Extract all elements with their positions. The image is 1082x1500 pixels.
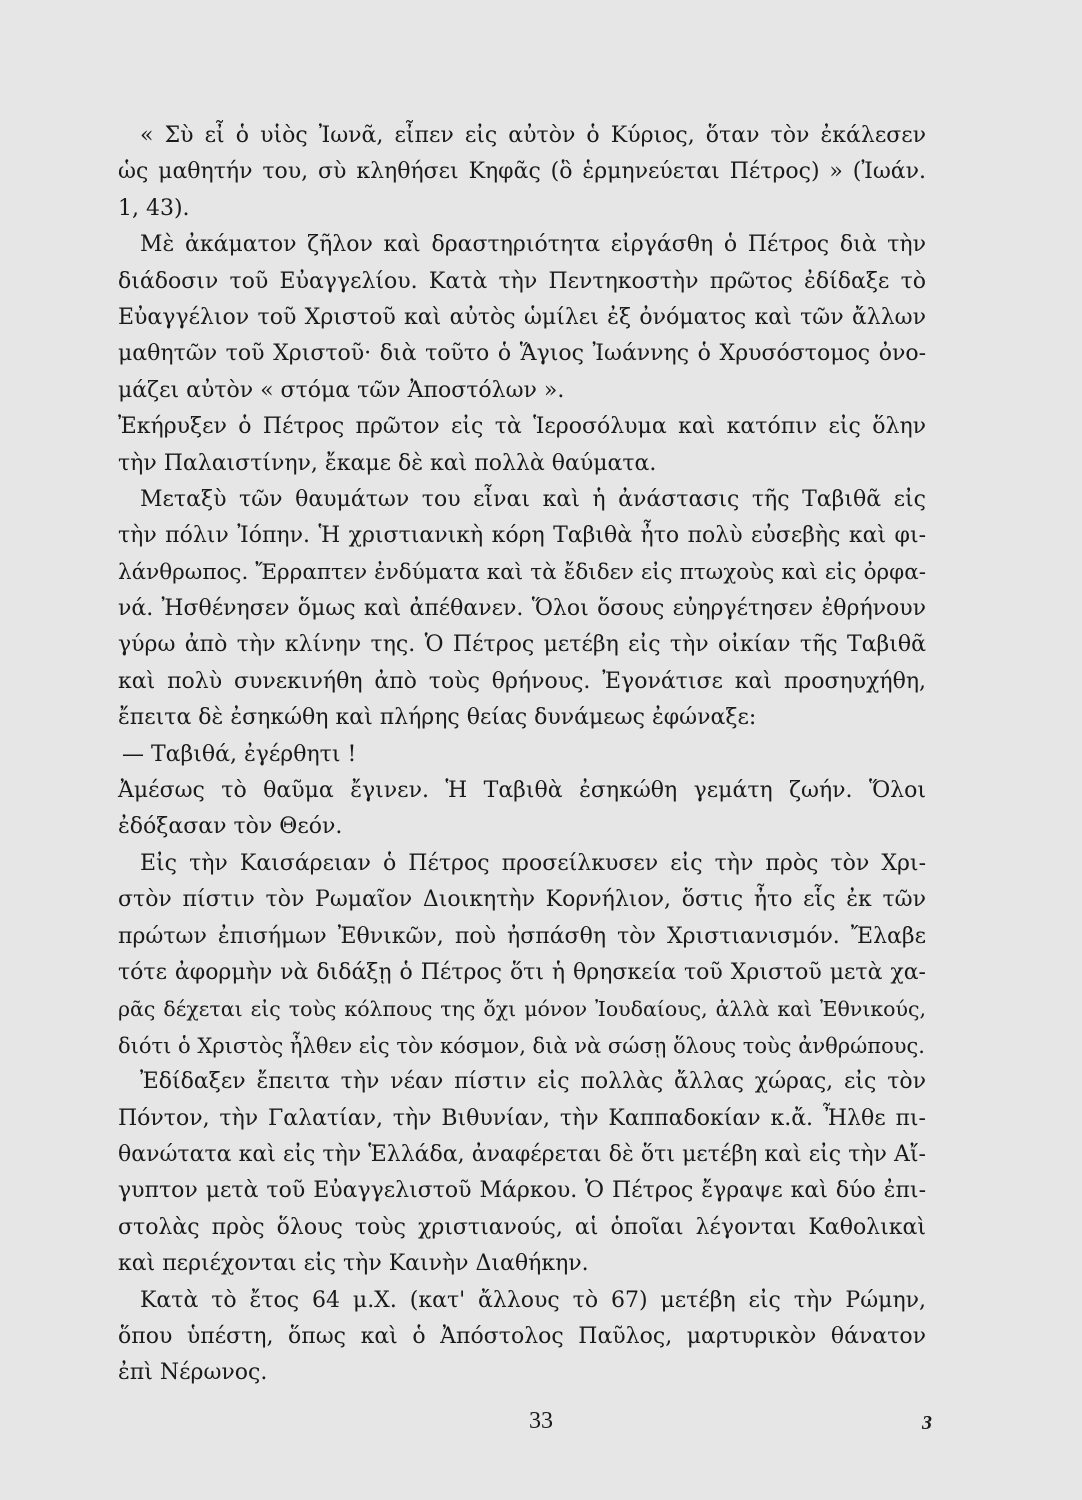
body-text [118, 118, 926, 1392]
text-line: στὸν πίστιν τὸν Ρωμαῖον Διοικητὴν Κορνήλιον, ὅστις ἦτο εἷς ἐκ τῶν [118, 887, 926, 913]
text-line: ὡς μαθητήν του, σὺ κληθήσει Κηφᾶς (ὃ ἑρμηνεύεται Πέτρος) » (Ἰωάν. [118, 159, 926, 185]
text-line: Εἰς τὴν Καισάρειαν ὁ Πέτρος προσείλκυσεν εἰς τὴν πρὸς τὸν Χρι- [140, 850, 926, 876]
page-number: 33 [529, 1408, 553, 1434]
text-line: ρᾶς δέχεται εἰς τοὺς κόλπους της ὄχι μόνον Ἰουδαίους, ἀλλὰ καὶ Ἐθνικούς, [118, 997, 926, 1022]
text-line: λάνθρωπος. Ἔρραπτεν ἐνδύματα καὶ τὰ ἔδιδεν εἰς πτωχοὺς καὶ εἰς ὀρφα- [118, 559, 926, 585]
text-line: Ἐκήρυξεν ὁ Πέτρος πρῶτον εἰς τὰ Ἱεροσόλυμα καὶ κατόπιν εἰς ὅλην [118, 414, 926, 440]
text-line: διάδοσιν τοῦ Εὐαγγελίου. Κατὰ τὴν Πεντηκοστὴν πρῶτος ἐδίδαξε τὸ [118, 268, 926, 294]
text-line: καὶ πολὺ συνεκινήθη ἀπὸ τοὺς θρήνους. Ἐγονάτισε καὶ προσηυχήθη, [118, 668, 926, 694]
text-line: καὶ περιέχονται εἰς τὴν Καινὴν Διαθήκην. [118, 1251, 589, 1277]
text-line: θανώτατα καὶ εἰς τὴν Ἑλλάδα, ἀναφέρεται δὲ ὅτι μετέβη καὶ εἰς τὴν Αἴ- [118, 1141, 926, 1167]
text-line: γυπτον μετὰ τοῦ Εὐαγγελιστοῦ Μάρκου. Ὁ Πέτρος ἔγραψε καὶ δύο ἐπι- [118, 1178, 926, 1204]
text-line: ἐδόξασαν τὸν Θεόν. [118, 814, 343, 840]
text-line: Εὐαγγέλιον τοῦ Χριστοῦ καὶ αὐτὸς ὡμίλει ἐξ ὀνόματος καὶ τῶν ἄλλων [118, 304, 926, 330]
text-line: μάζει αὐτὸν « στόμα τῶν Ἀποστόλων ». [118, 377, 565, 403]
text-line: Ἀμέσως τὸ θαῦμα ἔγινεν. Ἡ Ταβιθὰ ἐσηκώθη γεμάτη ζωήν. Ὅλοι [118, 778, 926, 804]
text-line: τὴν πόλιν Ἰόπην. Ἡ χριστιανικὴ κόρη Ταβιθὰ ἦτο πολὺ εὐσεβὴς καὶ φι- [118, 523, 926, 549]
text-line: ἐπὶ Νέρωνος. [118, 1360, 268, 1386]
text-line: διότι ὁ Χριστὸς ἦλθεν εἰς τὸν κόσμον, διὰ νὰ σώσῃ ὅλους τοὺς ἀνθρώπους. [118, 1033, 925, 1058]
text-line: Κατὰ τὸ ἔτος 64 μ.Χ. (κατ' ἄλλους τὸ 67) μετέβη εἰς τὴν Ρώμην, [140, 1287, 926, 1313]
dialogue-line: — Ταβιθά, ἐγέρθητι ! [122, 741, 357, 767]
text-line: ὅπου ὑπέστη, ὅπως καὶ ὁ Ἀπόστολος Παῦλος, μαρτυρικὸν θάνατον [118, 1323, 926, 1349]
text-line: ἔπειτα δὲ ἐσηκώθη καὶ πλήρης θείας δυνάμεως ἐφώναξε: [118, 705, 757, 731]
text-line: γύρω ἀπὸ τὴν κλίνην της. Ὁ Πέτρος μετέβη εἰς τὴν οἰκίαν τῆς Ταβιθᾶ [118, 632, 926, 658]
text-line: Μὲ ἀκάματον ζῆλον καὶ δραστηριότητα εἰργάσθη ὁ Πέτρος διὰ τὴν [140, 232, 926, 258]
text-line: 1, 43). [118, 195, 190, 221]
signature-mark: 3 [922, 1412, 932, 1434]
text-line: Μεταξὺ τῶν θαυμάτων του εἶναι καὶ ἡ ἀνάστασις τῆς Ταβιθᾶ εἰς [140, 486, 926, 512]
text-line: στολὰς πρὸς ὅλους τοὺς χριστιανούς, αἱ ὁποῖαι λέγονται Καθολικαὶ [118, 1214, 926, 1240]
text-line: μαθητῶν τοῦ Χριστοῦ· διὰ τοῦτο ὁ Ἅγιος Ἰωάννης ὁ Χρυσόστομος ὀνο- [118, 341, 926, 367]
text-line: τὴν Παλαιστίνην, ἔκαμε δὲ καὶ πολλὰ θαύματα. [118, 450, 657, 476]
text-line: Πόντον, τὴν Γαλατίαν, τὴν Βιθυνίαν, τὴν Καππαδοκίαν κ.ἄ. Ἦλθε πι- [118, 1105, 926, 1131]
text-line: Ἐδίδαξεν ἔπειτα τὴν νέαν πίστιν εἰς πολλὰς ἄλλας χώρας, εἰς τὸν [140, 1069, 926, 1095]
text-line: πρώτων ἐπισήμων Ἐθνικῶν, ποὺ ἠσπάσθη τὸν Χριστιανισμόν. Ἔλαβε [118, 923, 926, 949]
text-line: « Σὺ εἶ ὁ υἱὸς Ἰωνᾶ, εἶπεν εἰς αὐτὸν ὁ Κύριος, ὅταν τὸν ἐκάλεσεν [140, 123, 926, 148]
text-line: νά. Ἠσθένησεν ὅμως καὶ ἀπέθανεν. Ὅλοι ὅσους εὐηργέτησεν ἐθρήνουν [118, 596, 926, 622]
text-line: τότε ἀφορμὴν νὰ διδάξῃ ὁ Πέτρος ὅτι ἡ θρησκεία τοῦ Χριστοῦ μετὰ χα- [118, 959, 926, 985]
